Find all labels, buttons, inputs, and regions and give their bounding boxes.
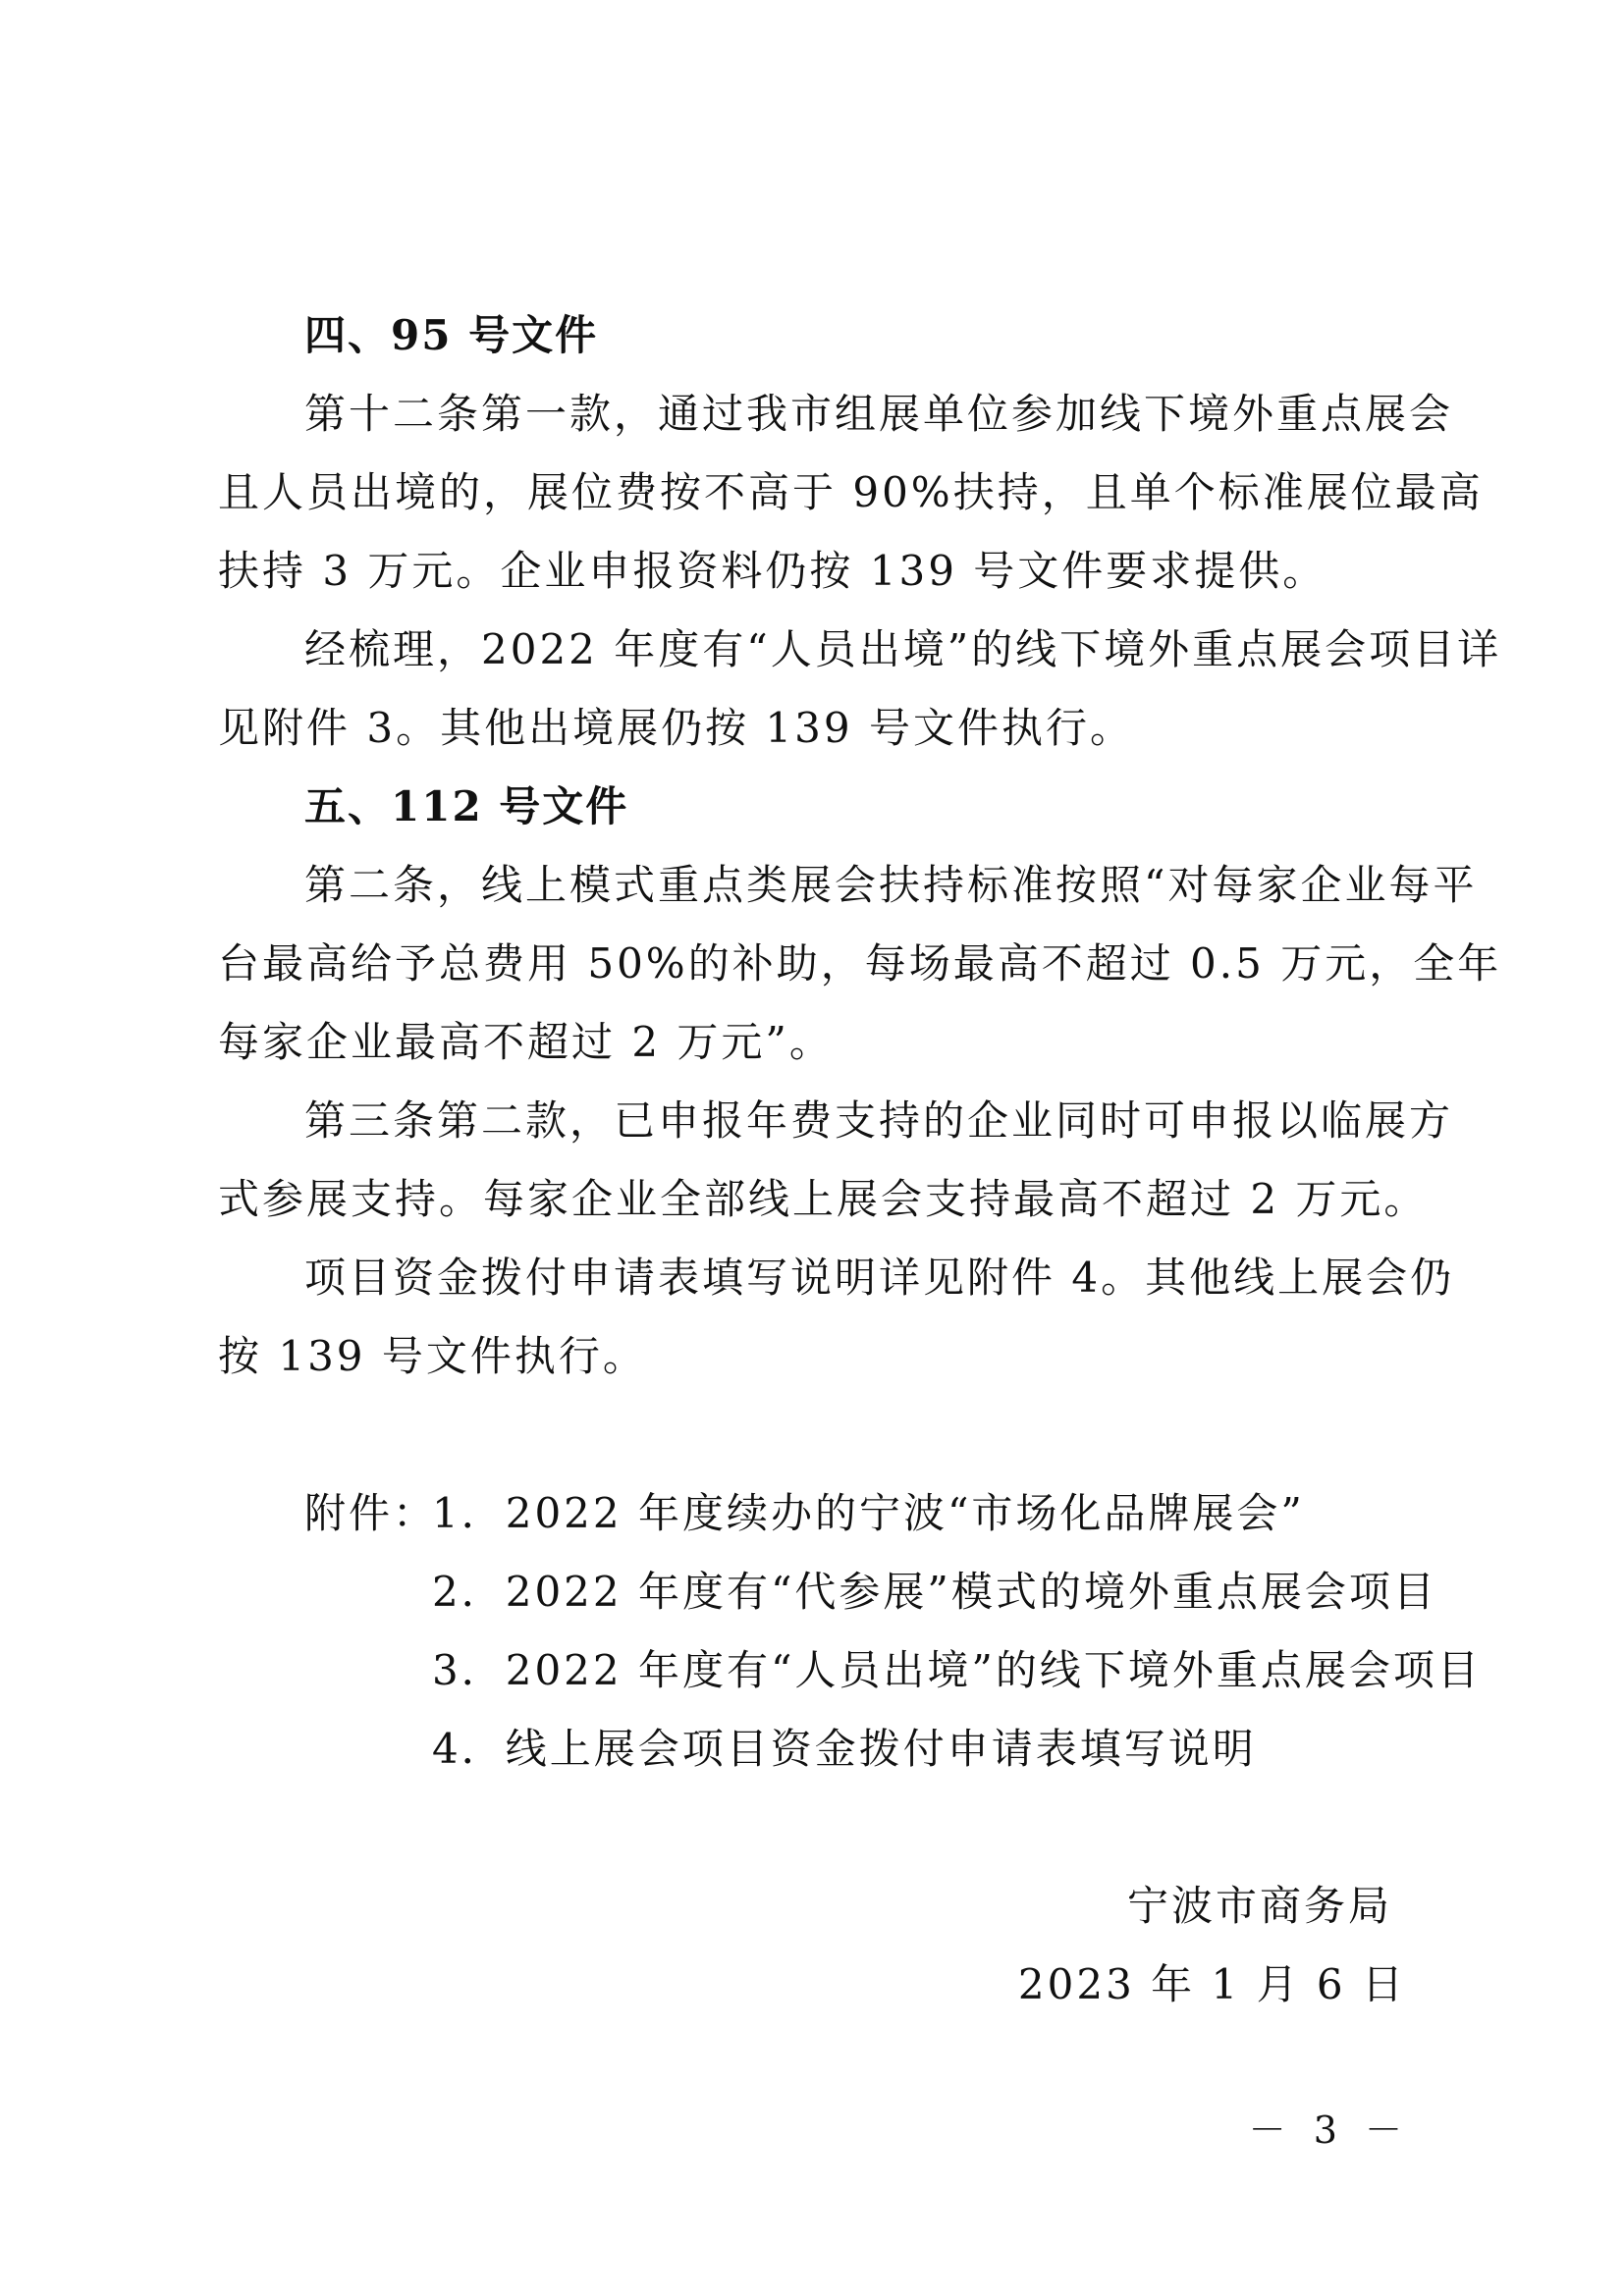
paragraph-line: 项目资金拨付申请表填写说明详见附件 4。其他线上展会仍	[304, 1254, 1455, 1302]
section-heading-4: 四、95 号文件	[304, 311, 599, 359]
paragraph-line: 且人员出境的，展位费按不高于 90%扶持，且单个标准展位最高	[218, 468, 1484, 516]
paragraph-line: 台最高给予总费用 50%的补助，每场最高不超过 0.5 万元，全年	[218, 939, 1502, 988]
attachment-item-3: 3．2022 年度有“人员出境”的线下境外重点展会项目	[432, 1646, 1482, 1694]
page-number: － 3 －	[1248, 2109, 1410, 2152]
paragraph-line: 式参展支持。每家企业全部线上展会支持最高不超过 2 万元。	[218, 1175, 1429, 1223]
section-heading-5: 五、112 号文件	[304, 782, 629, 830]
paragraph-line: 第二条，线上模式重点类展会扶持标准按照“对每家企业每平	[304, 861, 1478, 909]
paragraph-line: 见附件 3。其他出境展仍按 139 号文件执行。	[218, 704, 1134, 752]
attachment-item-4: 4．线上展会项目资金拨付申请表填写说明	[432, 1725, 1257, 1773]
attachment-item-2: 2．2022 年度有“代参展”模式的境外重点展会项目	[432, 1568, 1437, 1616]
attachment-item-1: 1．2022 年度续办的宁波“市场化品牌展会”	[432, 1489, 1305, 1537]
paragraph-line: 按 139 号文件执行。	[218, 1332, 647, 1380]
attachments-label: 附件：	[304, 1489, 438, 1537]
signature-org: 宁波市商务局	[1126, 1882, 1392, 1930]
paragraph-line: 第十二条第一款，通过我市组展单位参加线下境外重点展会	[304, 390, 1454, 438]
paragraph-line: 扶持 3 万元。企业申报资料仍按 139 号文件要求提供。	[218, 547, 1327, 595]
paragraph-line: 每家企业最高不超过 2 万元”。	[218, 1018, 834, 1066]
paragraph-line: 第三条第二款，已申报年费支持的企业同时可申报以临展方	[304, 1096, 1454, 1145]
signature-date: 2023 年 1 月 6 日	[1017, 1960, 1406, 2008]
paragraph-line: 经梳理，2022 年度有“人员出境”的线下境外重点展会项目详	[304, 625, 1502, 673]
